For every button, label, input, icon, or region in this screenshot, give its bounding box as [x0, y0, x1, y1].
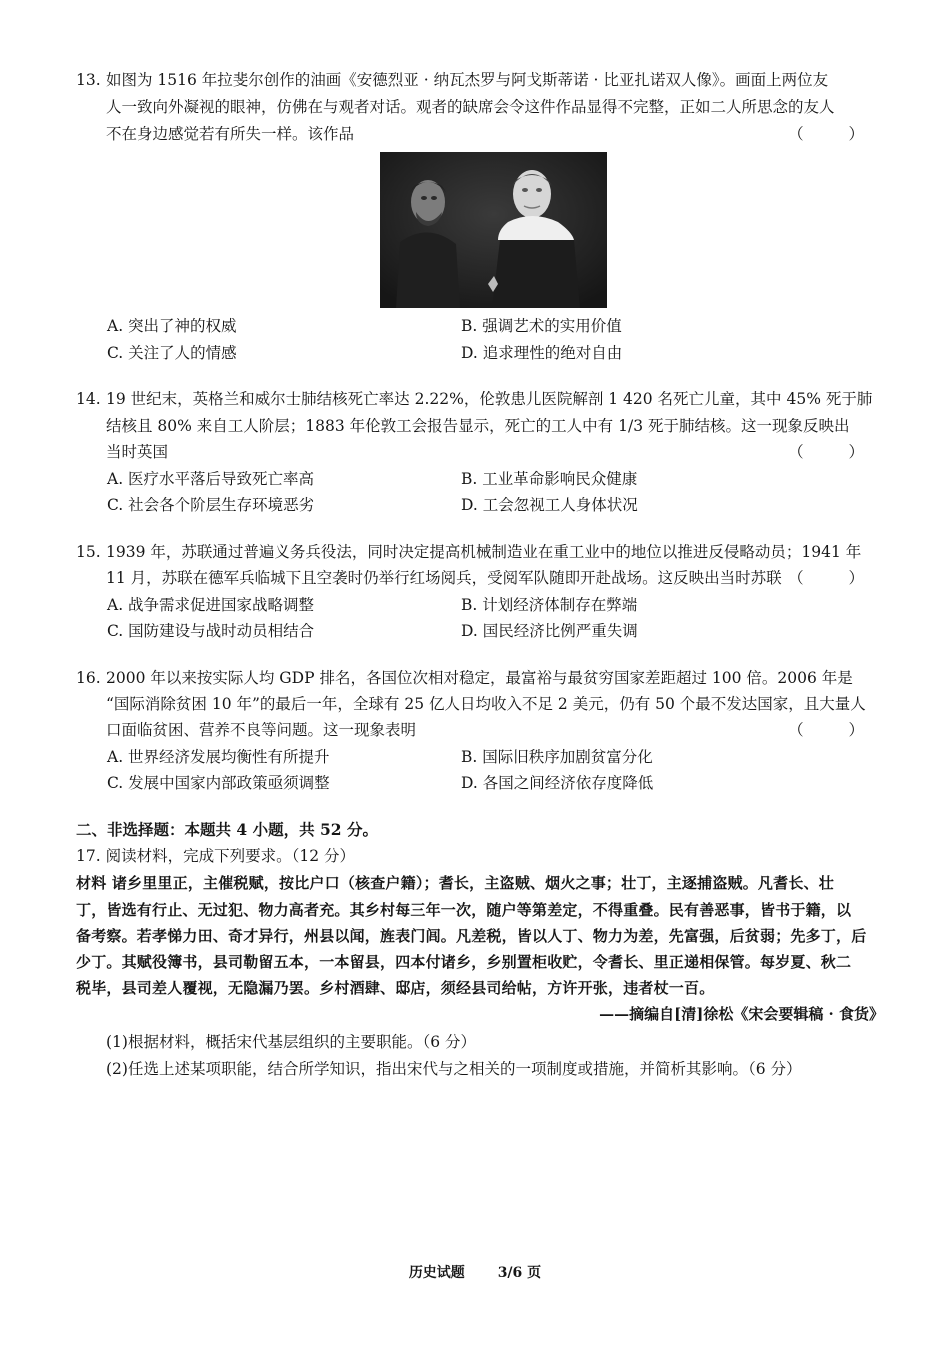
- q13-option-d: D. 追求理性的绝对自由: [461, 344, 623, 362]
- q15-option-d: D. 国民经济比例严重失调: [461, 622, 638, 640]
- q14-option-b: B. 工业革命影响民众健康: [461, 470, 638, 488]
- q16-answer-paren: （ ）: [788, 721, 884, 739]
- q16-number: 16.: [76, 669, 101, 687]
- q13-answer-paren: （ ）: [788, 125, 884, 143]
- q13-option-b: B. 强调艺术的实用价值: [461, 317, 622, 335]
- q14-answer-paren: （ ）: [788, 443, 884, 461]
- painting-image: [380, 152, 607, 308]
- q15-option-b: B. 计划经济体制存在弊端: [461, 596, 638, 614]
- q17-material-line-4: 少丁。其赋役簿书，县司勒留五本，一本留县，四本付诸乡，乡别置柜收贮，令耆长、里正递相保管。每岁夏、秋二: [76, 953, 852, 971]
- q15-option-c: C. 国防建设与战时动员相结合: [107, 622, 315, 640]
- q15-line-2: 11 月，苏联在德军兵临城下且空袭时仍举行红场阅兵，受阅军队随即开赴战场。这反映出当时苏联: [106, 569, 782, 587]
- q14-line-3: 当时英国: [106, 443, 169, 461]
- double-portrait-figure: [380, 152, 607, 308]
- q16-line-3: 口面临贫困、营养不良等问题。这一现象表明: [106, 721, 417, 739]
- q17-heading: 17. 阅读材料，完成下列要求。（12 分）: [76, 847, 355, 865]
- page-footer: [0, 1262, 950, 1282]
- q17-source: ——摘编自[清]徐松《宋会要辑稿 · 食货》: [599, 1005, 884, 1023]
- q13-number: 13.: [76, 71, 101, 89]
- q13-option-c: C. 关注了人的情感: [107, 344, 237, 362]
- q15-answer-paren: （ ）: [788, 569, 884, 587]
- q17-material-line-1: 材料 诸乡里里正，主催税赋，按比户口（核查户籍）；耆长，主盗贼、烟火之事；壮丁，主逐捕盗贼。凡耆长、壮: [76, 874, 834, 892]
- footer-title: 历史试题: [408, 1265, 465, 1281]
- q15-option-a: A. 战争需求促进国家战略调整: [107, 596, 315, 614]
- footer-page-number: 3/6 页: [497, 1265, 542, 1281]
- q14-number: 14.: [76, 390, 101, 408]
- q15-number: 15.: [76, 543, 101, 561]
- q13-option-a: A. 突出了神的权威: [107, 317, 237, 335]
- section-heading: 二、非选择题：本题共 4 小题，共 52 分。: [76, 820, 378, 839]
- q17-material-line-3: 备考察。若孝悌力田、奇才异行，州县以闻，旌表门闾。凡差税，皆以人丁、物力为差，先富强，后贫弱；先多丁，后: [76, 927, 867, 945]
- q16-option-c: C. 发展中国家内部政策亟须调整: [107, 774, 330, 792]
- q16-line-1: 2000 年以来按实际人均 GDP 排名，各国位次相对稳定，最富裕与最贫穷国家差距超过 100 倍。2006 年是: [106, 669, 853, 687]
- q17-material-line-5: 税毕，县司差人覆视，无隐漏乃罢。乡村酒肆、邸店，须经县司给帖，方许开张，违者杖一百。: [76, 979, 715, 997]
- q14-line-1: 19 世纪末，英格兰和威尔士肺结核死亡率达 2.22%，伦敦患儿医院解剖 1 420 名死亡儿童，其中 45% 死于肺: [106, 390, 873, 408]
- q16-option-d: D. 各国之间经济依存度降低: [461, 774, 654, 792]
- q17-subquestion-1: (1)根据材料，概括宋代基层组织的主要职能。（6 分）: [106, 1033, 476, 1051]
- q13-line-3: 不在身边感觉若有所失一样。该作品: [106, 125, 355, 143]
- q16-option-b: B. 国际旧秩序加剧贫富分化: [461, 748, 653, 766]
- q14-option-a: A. 医疗水平落后导致死亡率高: [107, 470, 315, 488]
- q16-option-a: A. 世界经济发展均衡性有所提升: [107, 748, 330, 766]
- q14-line-2: 结核且 80% 来自工人阶层；1883 年伦敦工会报告显示，死亡的工人中有 1/3 死于肺结核。这一现象反映出: [106, 417, 850, 435]
- q14-option-d: D. 工会忽视工人身体状况: [461, 496, 638, 514]
- q16-line-2: “国际消除贫困 10 年”的最后一年，全球有 25 亿人日均收入不足 2 美元，仍有 50 个最不发达国家，且大量人: [106, 695, 866, 713]
- q13-line-2: 人一致向外凝视的眼神，仿佛在与观者对话。观者的缺席会令这件作品显得不完整，正如二人所思念的友人: [106, 98, 835, 116]
- q15-line-1: 1939 年，苏联通过普遍义务兵役法，同时决定提高机械制造业在重工业中的地位以推进反侵略动员；1941 年: [106, 543, 862, 561]
- q13-line-1: 如图为 1516 年拉斐尔创作的油画《安德烈亚 · 纳瓦杰罗与阿戈斯蒂诺 · 比亚扎诺双人像》。画面上两位友: [106, 71, 829, 89]
- q17-subquestion-2: (2)任选上述某项职能，结合所学知识，指出宋代与之相关的一项制度或措施，并简析其影响。（6 分）: [106, 1060, 802, 1078]
- q14-option-c: C. 社会各个阶层生存环境恶劣: [107, 496, 315, 514]
- q17-material-line-2: 丁，皆选有行止、无过犯、物力高者充。其乡村每三年一次，随户等第差定，不得重叠。民有善恶事，皆书于籍，以: [76, 901, 852, 919]
